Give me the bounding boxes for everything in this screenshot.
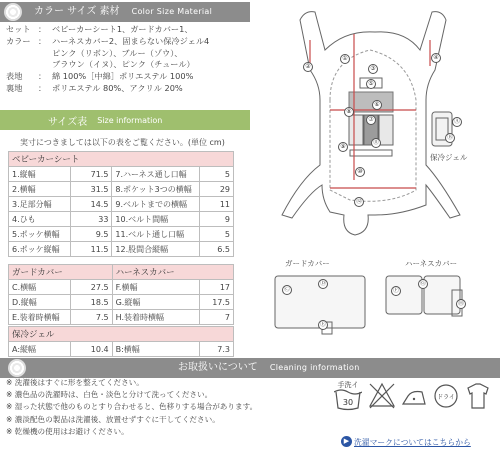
marker-h: Ⓗ	[457, 300, 464, 307]
marker-10: ⑩	[355, 167, 365, 177]
wash-symbol-link[interactable]: 洗濯マークについてはこちらから	[354, 438, 471, 447]
care-subtitle: Cleaning information	[269, 363, 360, 372]
header-subtitle: Color Size Material	[131, 7, 213, 16]
spec-row: カラー ： ハーネスカバー2、固まらない保冷ジェル4	[6, 35, 210, 46]
color-size-material-header	[0, 2, 250, 22]
marker-c: Ⓒ	[283, 286, 290, 293]
table-row: 4.ひも 33 10.ベルト間幅 9	[9, 212, 234, 227]
table-header: 保冷ジェル	[9, 327, 234, 342]
header-title: カラー サイズ 素材	[34, 6, 120, 17]
gel-caption: 保冷ジェル	[430, 153, 468, 162]
marker-d: Ⓓ	[319, 280, 326, 287]
marker-g: Ⓖ	[419, 280, 426, 287]
hang-dry-icon	[464, 378, 492, 414]
table-row: D.縦幅 18.5 G.縦幅 17.5	[9, 295, 234, 310]
table-row: 6.ポッケ縦幅 11.5 12.股間合縦幅 6.5	[9, 242, 234, 257]
table-row: E.装着時横幅 7.5 H.装着時横幅 7	[9, 310, 234, 325]
guard-cover-caption: ガードカバー	[285, 259, 330, 268]
spec-row: 裏地 ： ポリエステル 80%、アクリル 20%	[6, 82, 183, 93]
marker-4: ④	[431, 53, 441, 63]
table-row: 3.足部分幅 14.5 9.ベルトまでの横幅 11	[9, 197, 234, 212]
care-line: ※ 濃淡配色の製品は洗濯後、放置せずすぐに干してください。	[6, 414, 220, 424]
svg-text:ドライ: ドライ	[437, 394, 455, 401]
marker-e: Ⓔ	[319, 321, 326, 328]
cleaning-info-header	[0, 358, 500, 378]
wash-icons	[330, 376, 500, 442]
spec-row: ピンク（リボン）、ブルー（ゾウ）、	[52, 47, 183, 58]
table-header: ベビーカーシート	[9, 152, 234, 167]
care-notes	[6, 377, 257, 438]
spec-row: ブラウン（イヌ）、ピンク（チュール）	[52, 59, 195, 70]
table-row: A:縦幅 10.4 B:横幅 7.3	[9, 342, 234, 357]
care-line: ※ 湿った状態で他のものとすり合わせると、色移りする場合があります。	[6, 402, 258, 412]
rose-icon	[4, 3, 22, 21]
marker-b: Ⓑ	[446, 134, 453, 141]
harness-cover-caption: ハーネスカバー	[405, 259, 458, 268]
table-row: 2.横幅 31.5 8.ポケット3つの横幅 29	[9, 182, 234, 197]
spec-row: 表地 ： 綿 100%［中綿］ポリエステル 100%	[6, 71, 194, 82]
svg-text:手洗イ: 手洗イ	[337, 381, 359, 389]
marker-5: ⑤	[366, 79, 376, 89]
svg-text:30: 30	[342, 398, 354, 407]
marker-11: ⑪	[372, 139, 379, 146]
no-bleach-icon	[368, 378, 396, 414]
size-title: サイズ表	[48, 116, 88, 128]
care-line: ※ 洗濯後はすぐに形を整えてください。	[6, 378, 144, 387]
table-row: 1.縦幅 71.5 7.ハーネス通し口幅 5	[9, 167, 234, 182]
iron-icon	[400, 378, 428, 414]
spec-row: セット ： ベビーカーシート1、ガードカバー1、	[6, 24, 193, 34]
cooling-gel-table	[8, 326, 234, 357]
marker-8: ⑧	[344, 107, 354, 117]
table-header: ガードカバー	[9, 265, 113, 280]
marker-2: ②	[303, 62, 313, 72]
size-subtitle: Size information	[97, 115, 163, 125]
table-row: C.横幅 27.5 F.横幅 17	[9, 280, 234, 295]
specs-list	[6, 24, 246, 95]
rose-icon	[8, 359, 26, 377]
link-arrow-icon[interactable]: ▶	[341, 436, 352, 447]
care-line: ※ 乾燥機の使用はお避けください。	[6, 426, 129, 436]
care-line: ※ 濃色品の洗濯時は、白色・淡色と分けて洗ってください。	[6, 390, 213, 400]
size-info-header	[0, 110, 250, 130]
guard-harness-table	[8, 264, 234, 325]
unit-note: 実寸につきましては以下の表をご覧ください。(単位 cm)	[20, 138, 225, 147]
marker-12: ⑫	[355, 198, 362, 205]
marker-f: Ⓕ	[392, 287, 399, 294]
marker-1: ①	[340, 54, 350, 64]
marker-6: ⑥	[372, 100, 382, 110]
table-header: ハーネスカバー	[112, 265, 233, 280]
marker-7: ⑦	[366, 115, 376, 125]
marker-a: Ⓐ	[453, 118, 460, 125]
hand-wash-icon	[334, 378, 362, 414]
care-title: お取扱いについて	[178, 362, 258, 373]
table-row: 5.ポッケ横幅 9.5 11.ベルト通し口幅 5	[9, 227, 234, 242]
marker-3: ③	[368, 64, 378, 74]
dry-clean-icon	[432, 378, 460, 414]
stroller-seat-table	[8, 151, 234, 257]
marker-9: ⑨	[338, 142, 348, 152]
